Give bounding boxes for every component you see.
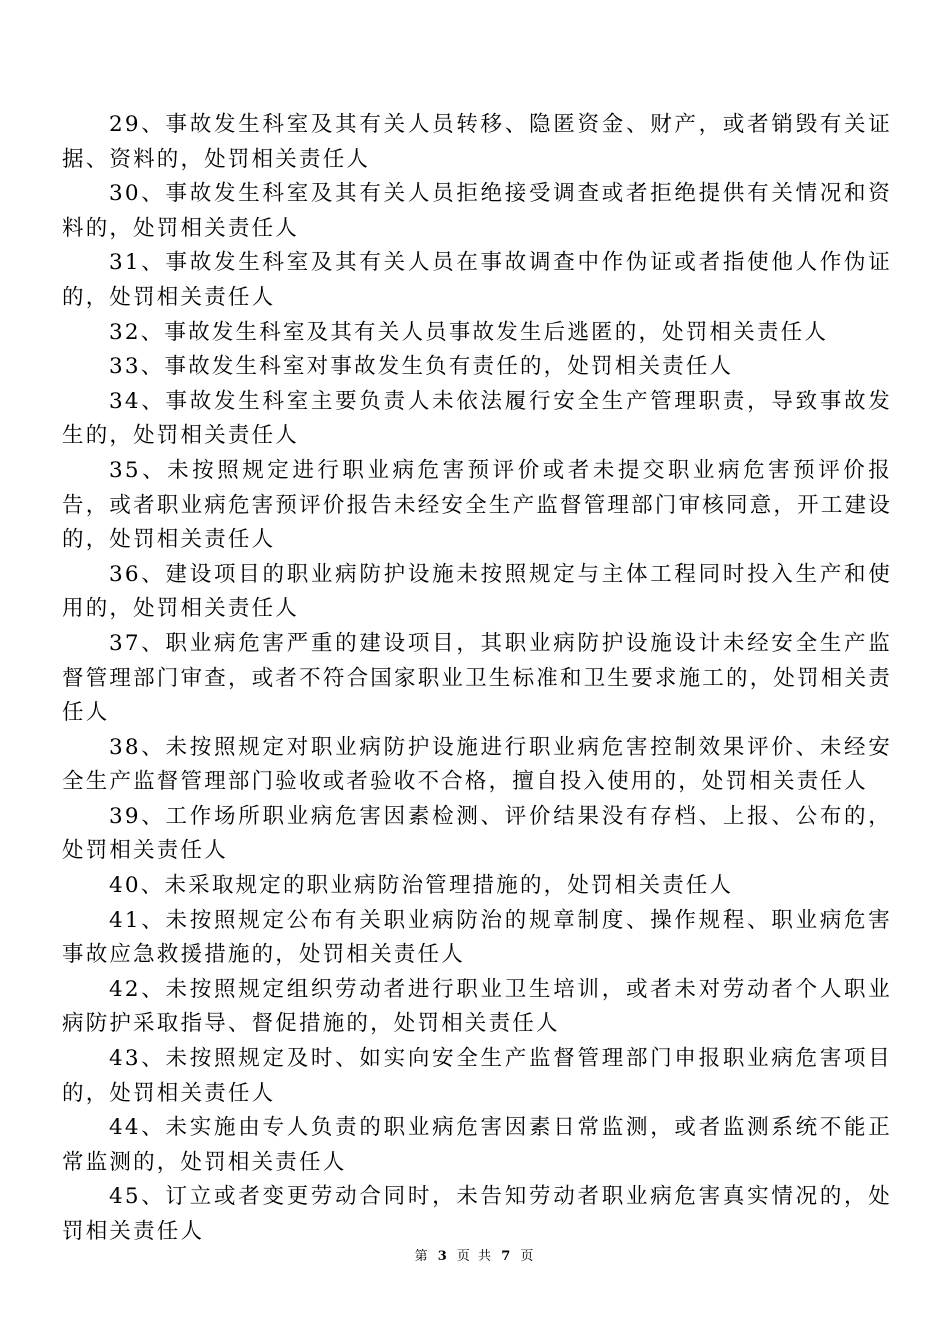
document-body: [62, 108, 892, 1250]
paragraph-29: 29、事故发生科室及其有关人员转移、隐匿资金、财产，或者销毁有关证据、资料的，处罚相关责任人: [62, 112, 892, 172]
paragraph-40: 40、未采取规定的职业病防治管理措施的，处罚相关责任人: [109, 873, 734, 899]
footer-middle: 页 共: [456, 1249, 494, 1264]
total-pages-number: 7: [501, 1249, 513, 1264]
paragraph-35: 35、未按照规定进行职业病危害预评价或者未提交职业病危害预评价报告，或者职业病危害预评价报告未经安全生产监督管理部门审核同意，开工建设的，处罚相关责任人: [62, 457, 892, 553]
paragraph-36: 36、建设项目的职业病防护设施未按照规定与主体工程同时投入生产和使用的，处罚相关责任人: [62, 561, 892, 622]
paragraph-34: 34、事故发生科室主要负责人未依法履行安全生产管理职责，导致事故发生的，处罚相关责任人: [62, 388, 892, 449]
paragraph-44: 44、未实施由专人负责的职业病危害因素日常监测，或者监测系统不能正常监测的，处罚相关责任人: [62, 1115, 892, 1175]
paragraph-43: 43、未按照规定及时、如实向安全生产监督管理部门申报职业病危害项目的，处罚相关责任人: [62, 1046, 892, 1106]
paragraph-33: 33、事故发生科室对事故发生负有责任的，处罚相关责任人: [109, 354, 734, 380]
paragraph-42: 42、未按照规定组织劳动者进行职业卫生培训，或者未对劳动者个人职业病防护采取指导、督促措施的，处罚相关责任人: [62, 976, 892, 1037]
paragraph-32: 32、事故发生科室及其有关人员事故发生后逃匿的，处罚相关责任人: [109, 319, 829, 345]
paragraph-45: 45、订立或者变更劳动合同时，未告知劳动者职业病危害真实情况的，处罚相关责任人: [62, 1184, 892, 1244]
page-number-footer: [0, 1247, 950, 1267]
current-page-number: 3: [437, 1249, 449, 1264]
paragraph-30: 30、事故发生科室及其有关人员拒绝接受调查或者拒绝提供有关情况和资料的，处罚相关责任人: [62, 181, 892, 241]
footer-prefix: 第: [414, 1249, 430, 1264]
footer-suffix: 页: [520, 1249, 536, 1264]
paragraph-38: 38、未按照规定对职业病防护设施进行职业病危害控制效果评价、未经安全生产监督管理部门验收或者验收不合格，擅自投入使用的，处罚相关责任人: [62, 734, 892, 795]
paragraph-39: 39、工作场所职业病危害因素检测、评价结果没有存档、上报、公布的，处罚相关责任人: [62, 803, 892, 864]
paragraph-31: 31、事故发生科室及其有关人员在事故调查中作伪证或者指使他人作伪证的，处罚相关责任人: [62, 250, 892, 310]
paragraph-41: 41、未按照规定公布有关职业病防治的规章制度、操作规程、职业病危害事故应急救援措施的，处罚相关责任人: [62, 907, 892, 968]
paragraph-37: 37、职业病危害严重的建设项目，其职业病防护设施设计未经安全生产监督管理部门审查，或者不符合国家职业卫生标准和卫生要求施工的，处罚相关责任人: [62, 630, 892, 726]
